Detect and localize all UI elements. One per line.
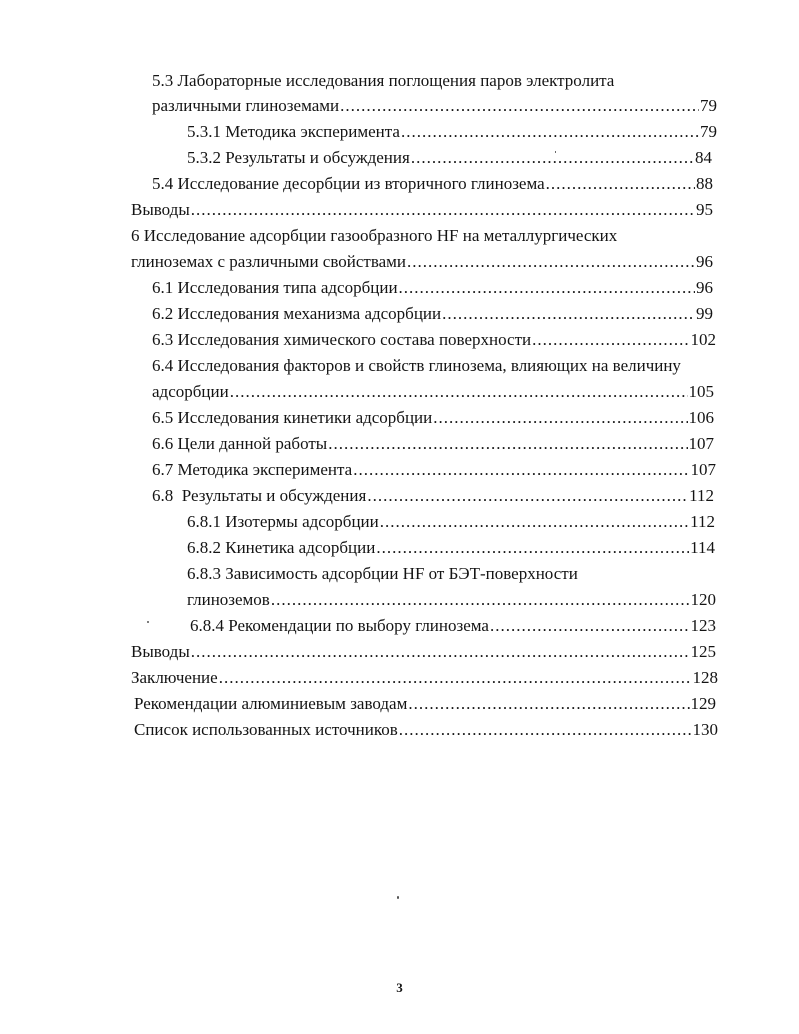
toc-entry-title: глиноземах с различными свойствами bbox=[131, 252, 407, 271]
dot-leader bbox=[401, 119, 699, 145]
toc-entry-rekomendacii bbox=[134, 691, 716, 717]
dot-leader bbox=[230, 379, 688, 405]
dot-leader bbox=[411, 145, 694, 171]
toc-entry-title: 6.8.1 Изотермы адсорбции bbox=[187, 512, 379, 531]
toc-entry-title: 6.7 Методика эксперимента bbox=[152, 460, 353, 479]
toc-entry-6-4 bbox=[152, 379, 714, 405]
dot-leader bbox=[328, 431, 687, 457]
toc-entry-spisok bbox=[134, 717, 718, 743]
toc-page-number: 123 bbox=[690, 616, 716, 635]
toc-entry-title: 6.8 Результаты и обсуждения bbox=[152, 486, 367, 505]
toc-entry-title: Выводы bbox=[131, 200, 190, 219]
toc-page-number: 96 bbox=[696, 278, 713, 297]
toc-entry-6-8-4 bbox=[190, 613, 716, 639]
toc-entry-title: 6.8.2 Кинетика адсорбции bbox=[187, 538, 376, 557]
toc-entry-5-3-2 bbox=[187, 145, 712, 171]
dot-leader bbox=[376, 535, 689, 561]
toc-entry-title: 6.2 Исследования механизма адсорбции bbox=[152, 304, 442, 323]
toc-entry-title: адсорбции bbox=[152, 382, 229, 401]
toc-entry-title: 6.5 Исследования кинетики адсорбции bbox=[152, 408, 433, 427]
toc-entry-vyvody-5 bbox=[131, 197, 713, 223]
toc-entry-6-4-line1: 6.4 Исследования факторов и свойств глинозема, влияющих на величину bbox=[152, 356, 681, 375]
toc-page-number: 107 bbox=[688, 434, 714, 453]
dot-leader bbox=[353, 457, 689, 483]
toc-page-number: 88 bbox=[696, 174, 713, 193]
toc-entry-6-1 bbox=[152, 275, 713, 301]
toc-entry-title: 6.1 Исследования типа адсорбции bbox=[152, 278, 398, 297]
toc-entry-title: Рекомендации алюминиевым заводам bbox=[134, 694, 408, 713]
toc-entry-6-8-3 bbox=[187, 587, 716, 613]
dot-leader bbox=[407, 249, 695, 275]
dot-leader bbox=[191, 197, 695, 223]
toc-entry-5-3-line1: 5.3 Лабораторные исследования поглощения паров электролита bbox=[152, 71, 615, 90]
page-number: 3 bbox=[396, 980, 403, 995]
toc-page-number: 105 bbox=[688, 382, 714, 401]
toc-entry-title: 6.3 Исследования химического состава поверхности bbox=[152, 330, 532, 349]
toc-entry-6-6 bbox=[152, 431, 714, 457]
toc-entry-vyvody-6 bbox=[131, 639, 716, 665]
dot-leader bbox=[546, 171, 695, 197]
toc-entry-title: глиноземов bbox=[187, 590, 270, 609]
toc-page-number: 128 bbox=[692, 668, 718, 687]
dot-leader bbox=[380, 509, 689, 535]
scan-speck bbox=[555, 151, 556, 153]
toc-entry-6-8-1 bbox=[187, 509, 715, 535]
toc-page-number: 129 bbox=[690, 694, 716, 713]
dot-leader bbox=[433, 405, 687, 431]
toc-page-number: 120 bbox=[690, 590, 716, 609]
toc-page-number: 112 bbox=[689, 486, 714, 505]
toc-entry-6-8-2 bbox=[187, 535, 715, 561]
toc-page-number: 107 bbox=[690, 460, 716, 479]
toc-page-number: 79 bbox=[700, 96, 717, 115]
toc-entry-title: 6.8.4 Рекомендации по выбору глинозема bbox=[190, 616, 489, 635]
toc-entry-title: 5.4 Исследование десорбции из вторичного глинозема bbox=[152, 174, 545, 193]
dot-leader bbox=[399, 717, 692, 743]
dot-leader bbox=[191, 639, 690, 665]
toc-page-number: 125 bbox=[690, 642, 716, 661]
toc-entry-6-3 bbox=[152, 327, 716, 353]
toc-page-number: 96 bbox=[696, 252, 713, 271]
toc-entry-title: 6.6 Цели данной работы bbox=[152, 434, 328, 453]
toc-entry-zakluchenie bbox=[131, 665, 718, 691]
toc-entry-title: Выводы bbox=[131, 642, 190, 661]
dot-leader bbox=[532, 327, 689, 353]
toc-entry-5-4 bbox=[152, 171, 713, 197]
toc-page-number: 99 bbox=[696, 304, 713, 323]
toc-entry-5-3-1 bbox=[187, 119, 717, 145]
dot-leader bbox=[408, 691, 689, 717]
scan-speck bbox=[397, 896, 399, 899]
toc-page-number: 114 bbox=[690, 538, 715, 557]
toc-page-number: 102 bbox=[690, 330, 716, 349]
scan-speck bbox=[147, 621, 149, 623]
toc-entry-6-8-3-line1: 6.8.3 Зависимость адсорбции HF от БЭТ-поверхности bbox=[187, 564, 578, 583]
toc-entry-6-line1: 6 Исследование адсорбции газообразного HF на металлургических bbox=[131, 226, 618, 245]
toc-entry-6-2 bbox=[152, 301, 713, 327]
toc-entry-title: различными глиноземами bbox=[152, 96, 340, 115]
toc-entry-6 bbox=[131, 249, 713, 275]
dot-leader bbox=[399, 275, 695, 301]
toc-entry-5-3 bbox=[152, 93, 717, 119]
toc-entry-6-7 bbox=[152, 457, 716, 483]
dot-leader bbox=[367, 483, 688, 509]
toc-entry-title: Заключение bbox=[131, 668, 218, 687]
toc-entry-title: Список использованных источников bbox=[134, 720, 398, 739]
dot-leader bbox=[442, 301, 695, 327]
toc-page-number: 95 bbox=[696, 200, 713, 219]
toc-page-number: 79 bbox=[700, 122, 717, 141]
toc-entry-title: 5.3.2 Результаты и обсуждения bbox=[187, 148, 410, 167]
toc-entry-title: 5.3.1 Методика эксперимента bbox=[187, 122, 400, 141]
dot-leader bbox=[490, 613, 690, 639]
toc-page-number: 84 bbox=[695, 148, 712, 167]
toc-entry-6-8 bbox=[152, 483, 714, 509]
dot-leader bbox=[219, 665, 692, 691]
dot-leader bbox=[340, 93, 699, 119]
dot-leader bbox=[271, 587, 690, 613]
toc-page-number: 106 bbox=[688, 408, 714, 427]
toc-page-number: 112 bbox=[690, 512, 715, 531]
toc-page-number: 130 bbox=[692, 720, 718, 739]
toc-entry-6-5 bbox=[152, 405, 714, 431]
